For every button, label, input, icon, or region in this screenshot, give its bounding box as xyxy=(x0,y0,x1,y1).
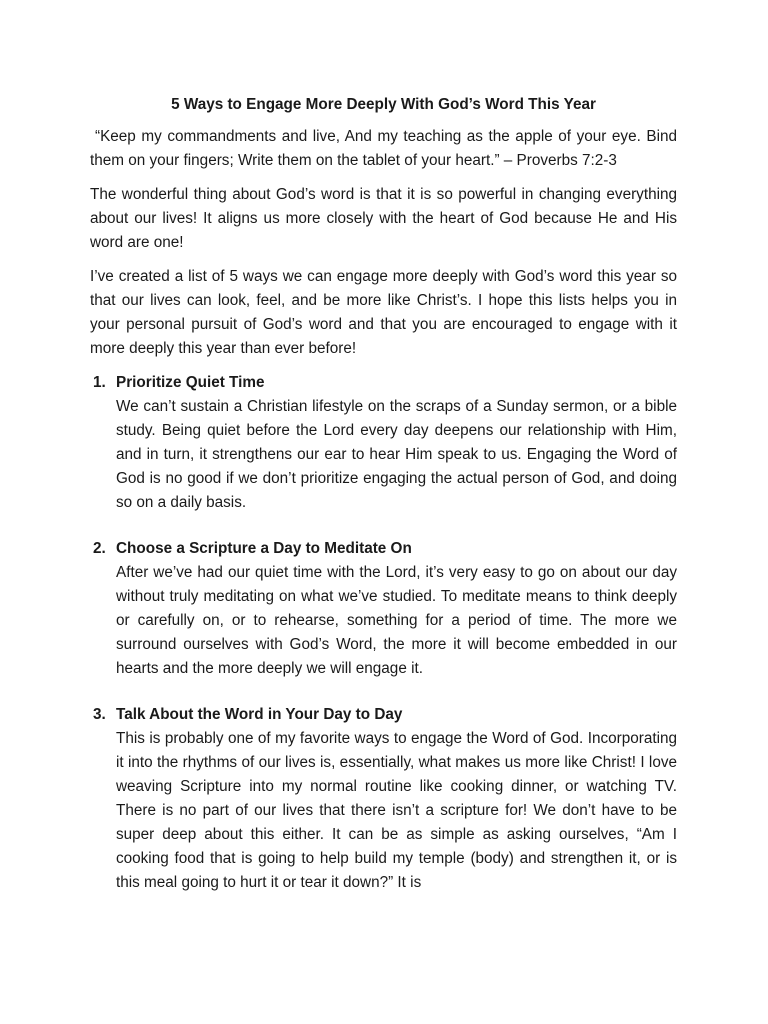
list-item-number: 1. xyxy=(93,374,106,391)
list-item-number: 2. xyxy=(93,540,106,557)
list-item xyxy=(90,703,677,895)
list-item-heading: Choose a Scripture a Day to Meditate On xyxy=(116,540,412,557)
document-title: 5 Ways to Engage More Deeply With God’s Word This Year xyxy=(171,96,596,113)
list-intro-paragraph: I’ve created a list of 5 ways we can engage more deeply with God’s word this year so that our lives can look, feel, and be more like Christ’s. I hope this lists helps you in your personal pursuit of God’s word and that you are encouraged to engage with it more deeply this year than ever before! xyxy=(90,268,677,357)
list-item-heading: Talk About the Word in Your Day to Day xyxy=(116,706,403,723)
intro-paragraph: The wonderful thing about God’s word is that it is so powerful in changing everything about our lives! It aligns us more closely with the heart of God because He and His word are one! xyxy=(90,186,677,251)
list-item-body: After we’ve had our quiet time with the Lord, it’s very easy to go on about our day without truly meditating on what we’ve studied. To meditate means to think deeply or carefully on, or to rehearse, something for a period of time. The more we surround ourselves with God’s Word, the more it will become embedded in our hearts and the more deeply we will engage it. xyxy=(116,564,677,677)
list-item xyxy=(90,537,677,681)
list-item-body: We can’t sustain a Christian lifestyle on the scraps of a Sunday sermon, or a bible study. Being quiet before the Lord every day deepens our relationship with Him, and in turn, it strengthens our ear to hear Him speak to us. Engaging the Word of God is no good if we don’t prioritize engaging the actual person of God, and doing so on a daily basis. xyxy=(116,398,677,511)
list-item-heading: Prioritize Quiet Time xyxy=(116,374,265,391)
document-page xyxy=(90,93,677,917)
list-item-number: 3. xyxy=(93,706,106,723)
ways-list xyxy=(90,371,677,895)
list-item-body: This is probably one of my favorite ways to engage the Word of God. Incorporating it into the rhythms of our lives is, essentially, what makes us more like Christ! I love weaving Scripture into my normal routine like cooking dinner, or watching TV. There is no part of our lives that there isn’t a scripture for! We don’t have to be super deep about this either. It can be as simple as asking ourselves, “Am I cooking food that is going to help build my temple (body) and strengthen it, or is this meal going to hurt it or tear it down?” It is xyxy=(116,730,677,891)
list-item xyxy=(90,371,677,515)
scripture-quote: “Keep my commandments and live, And my teaching as the apple of your eye. Bind them on your fingers; Write them on the tablet of your heart.” – Proverbs 7:2-3 xyxy=(90,128,677,169)
